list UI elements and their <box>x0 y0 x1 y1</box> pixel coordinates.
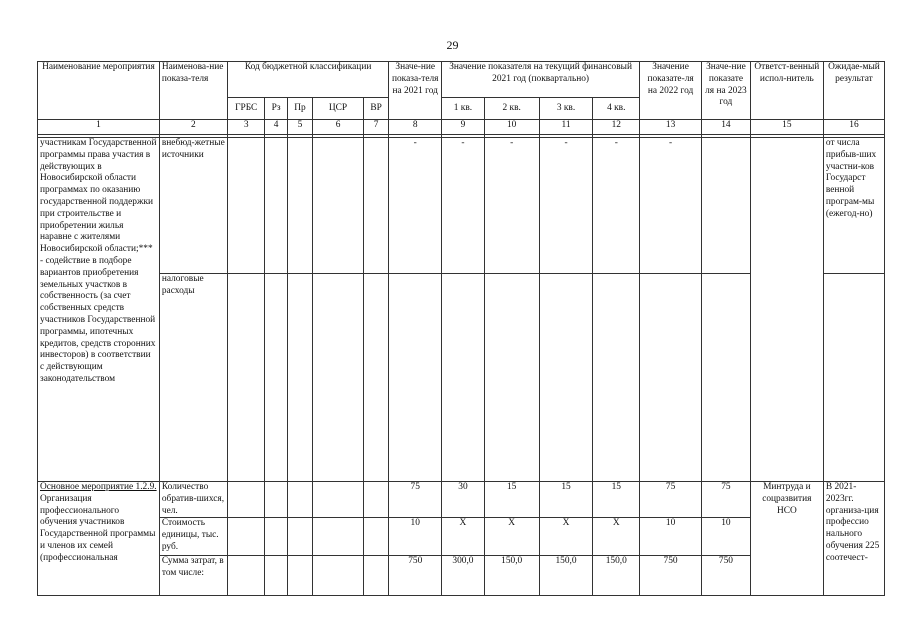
header-responsible: Ответст-венный испол-нитель <box>750 62 823 120</box>
value-cell: 300,0 <box>442 556 485 596</box>
value-cell: 750 <box>389 556 442 596</box>
value-cell: - <box>539 138 593 274</box>
col-number: 16 <box>823 120 884 135</box>
value-cell: 15 <box>484 482 539 518</box>
header-q2: 2 кв. <box>484 98 539 120</box>
expected-result: от числа прибыв-ших участни-ков Государст венной програм-мы (ежегод-но) <box>823 138 884 274</box>
col-number: 11 <box>539 120 593 135</box>
value-cell: - <box>593 138 640 274</box>
col-number: 6 <box>313 120 364 135</box>
col-number: 5 <box>287 120 312 135</box>
value-cell: 30 <box>442 482 485 518</box>
value-cell: 10 <box>702 518 751 556</box>
activity-text: Организация профессионального обучения участников Государственной программы и членов их семей (профессиональная <box>40 493 156 563</box>
col-number: 3 <box>227 120 265 135</box>
header-q1: 1 кв. <box>442 98 485 120</box>
col-number: 4 <box>265 120 287 135</box>
header-vr: ВР <box>363 98 388 120</box>
header-q3: 3 кв. <box>539 98 593 120</box>
indicator-cell: Количество обратив-шихся, чел. <box>159 482 227 518</box>
col-number: 15 <box>750 120 823 135</box>
column-numbers-row <box>38 120 885 135</box>
col-number: 13 <box>640 120 702 135</box>
value-cell: 10 <box>640 518 702 556</box>
header-csr: ЦСР <box>313 98 364 120</box>
table-row <box>38 482 885 518</box>
value-cell: X <box>593 518 640 556</box>
indicator-cell: Стоимость единицы, тыс. руб. <box>159 518 227 556</box>
header-grbs: ГРБС <box>227 98 265 120</box>
col-number: 1 <box>38 120 160 135</box>
header-value-2021: Значе-ние показа-теля на 2021 год <box>389 62 442 120</box>
indicator-cell: Сумма затрат, в том числе: <box>159 556 227 596</box>
header-value-2022: Значение показате-ля на 2022 год <box>640 62 702 120</box>
value-cell: - <box>484 138 539 274</box>
header-pr: Пр <box>287 98 312 120</box>
col-number: 2 <box>159 120 227 135</box>
activity-description: участникам Государственной программы права участия в действующих в Новосибирской области программах по оказанию государственной поддержки при строительстве и приобретении жилья наравне с жителями Новосибирской области;*** - содействие в подборе вариантов приобретения земельных участков в собственность (за счет собственных средств участников Государственной программы, ипотечных кредитов, средств сторонних инвесторов) в соответствии с действующим законодательством <box>38 138 160 482</box>
header-q4: 4 кв. <box>593 98 640 120</box>
value-cell: 150,0 <box>484 556 539 596</box>
value-cell: X <box>442 518 485 556</box>
responsible-executor: Минтруда и соцразвития НСО <box>750 482 823 596</box>
value-cell: - <box>389 138 442 274</box>
col-number: 10 <box>484 120 539 135</box>
value-cell: - <box>442 138 485 274</box>
activity-description <box>38 482 160 596</box>
value-cell: 75 <box>640 482 702 518</box>
value-cell: 750 <box>702 556 751 596</box>
value-cell: 10 <box>389 518 442 556</box>
header-rz: Рз <box>265 98 287 120</box>
value-cell: X <box>484 518 539 556</box>
header-indicator: Наименова-ние показа-теля <box>159 62 227 120</box>
value-cell: 750 <box>640 556 702 596</box>
header-value-2023: Значе-ние показате ля на 2023 год <box>702 62 751 120</box>
header-current-year: Значение показателя на текущий финансовый 2021 год (поквартально) <box>442 62 640 98</box>
value-cell: X <box>539 518 593 556</box>
value-cell: 15 <box>593 482 640 518</box>
budget-table <box>37 61 885 596</box>
table-row <box>38 138 885 274</box>
header-activity: Наименование мероприятия <box>38 62 160 120</box>
value-cell: 75 <box>389 482 442 518</box>
col-number: 14 <box>702 120 751 135</box>
header-budget-code: Код бюджетной классификации <box>227 62 388 98</box>
indicator-cell: внебюд-жетные источники <box>159 138 227 274</box>
value-cell: 150,0 <box>539 556 593 596</box>
header-expected: Ожидае-мый результат <box>823 62 884 120</box>
value-cell: 15 <box>539 482 593 518</box>
col-number: 7 <box>363 120 388 135</box>
value-cell: - <box>640 138 702 274</box>
page-number: 29 <box>446 38 459 52</box>
indicator-cell: налоговые расходы <box>159 274 227 482</box>
value-cell: 150,0 <box>593 556 640 596</box>
col-number: 9 <box>442 120 485 135</box>
value-cell: 75 <box>702 482 751 518</box>
col-number: 12 <box>593 120 640 135</box>
activity-title: Основное мероприятие 1.2.9. <box>40 482 157 492</box>
col-number: 8 <box>389 120 442 135</box>
expected-result: В 2021-2023гг. организа-ция профессио нального обучения 225 соотечест- <box>823 482 884 596</box>
